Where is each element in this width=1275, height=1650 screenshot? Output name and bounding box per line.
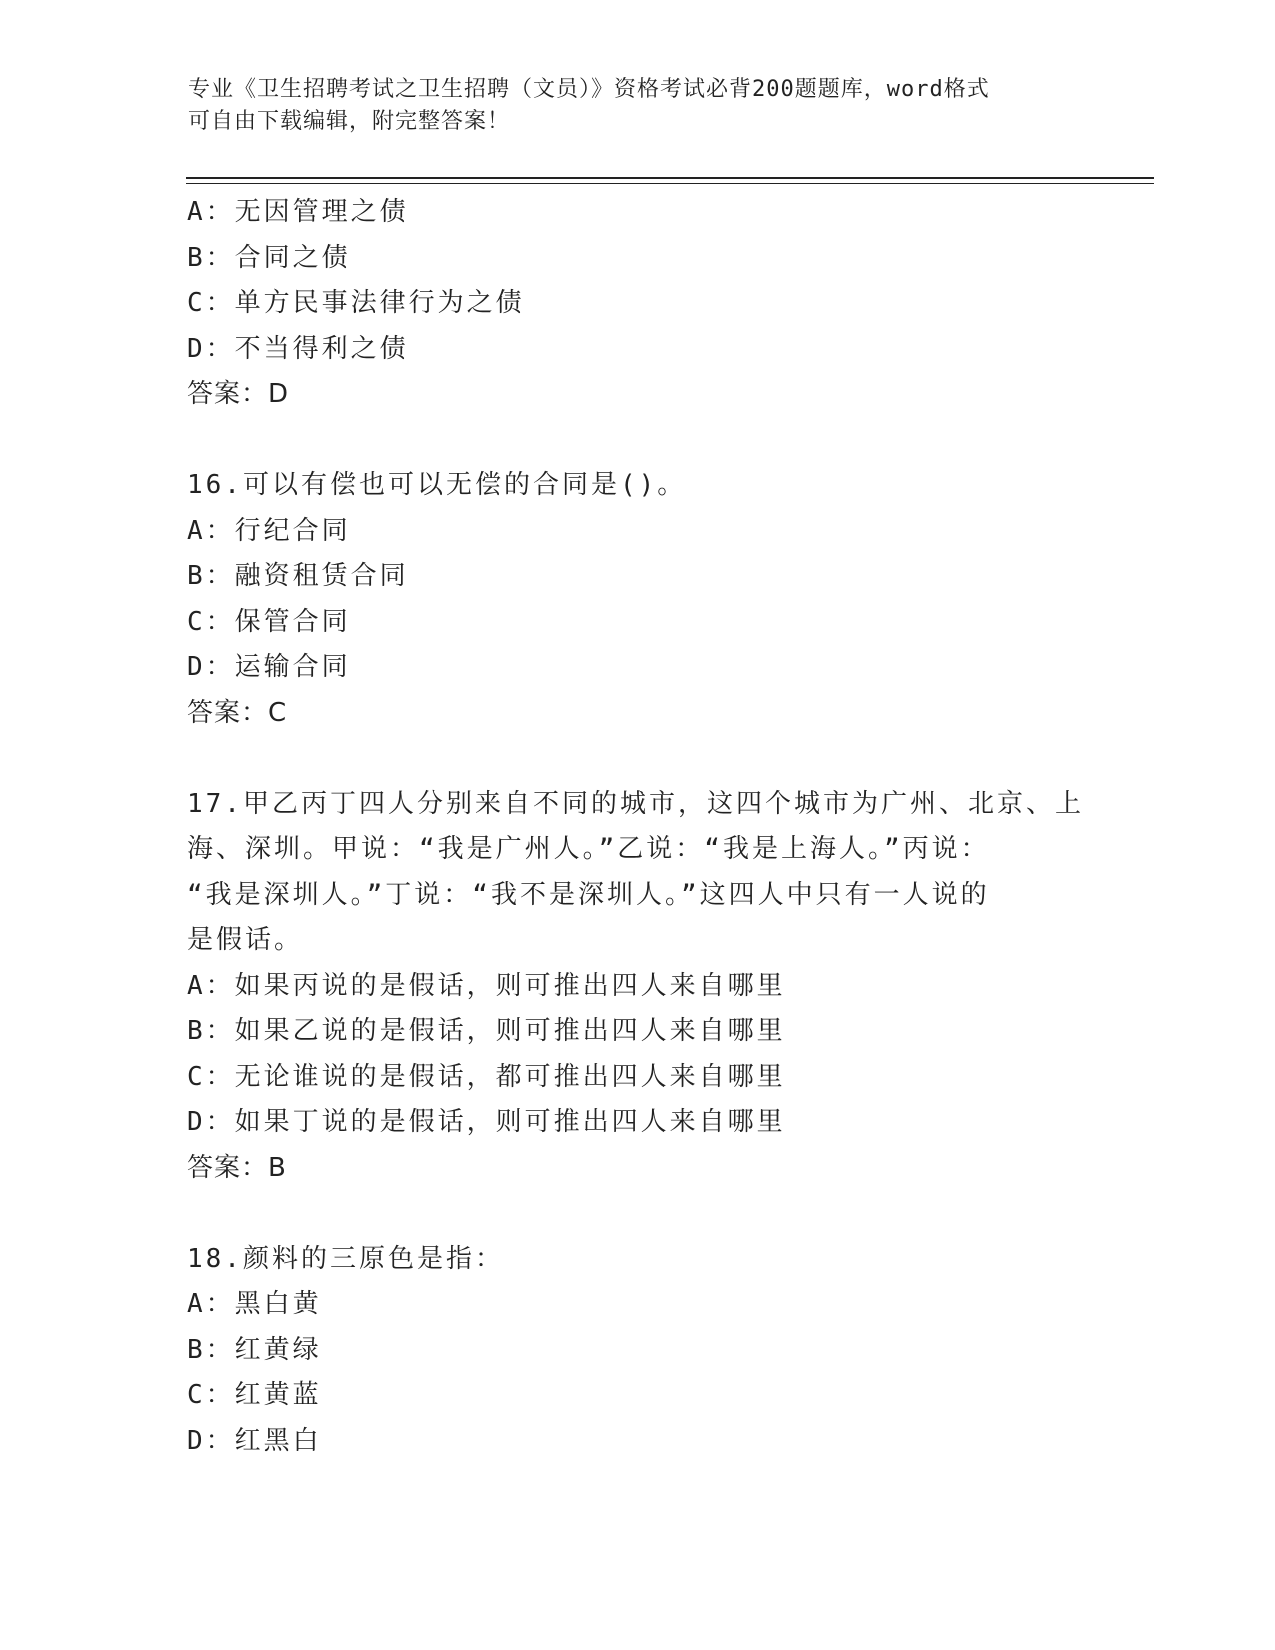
option-d: D：运输合同 — [187, 652, 351, 682]
question-18 — [187, 1237, 1087, 1465]
question-15 — [187, 190, 1087, 418]
option-c: C：单方民事法律行为之债 — [187, 288, 525, 318]
option-b: B：如果乙说的是假话，则可推出四人来自哪里 — [187, 1016, 786, 1046]
spacer — [187, 736, 1087, 782]
option-b: B：融资租赁合同 — [187, 561, 409, 591]
answer-text: 答案：D — [187, 379, 290, 409]
header-title-line-2: 可自由下载编辑，附完整答案！ — [188, 109, 511, 134]
option-c: C：红黄蓝 — [187, 1380, 322, 1410]
question-stem: 18.颜料的三原色是指： — [187, 1243, 504, 1274]
option-a: A：如果丙说的是假话，则可推出四人来自哪里 — [187, 970, 786, 1001]
document-header — [188, 74, 1068, 138]
spacer — [187, 418, 1087, 464]
header-title-line-1: 专业《卫生招聘考试之卫生招聘（文员）》资格考试必背200题题库，word格式 — [188, 77, 990, 102]
spacer — [187, 1191, 1087, 1237]
question-stem-line-3: “我是深圳人。”丁说：“我不是深圳人。”这四人中只有一人说的 — [187, 879, 990, 910]
answer-text: 答案：B — [187, 1152, 287, 1183]
option-b: B：红黄绿 — [187, 1334, 322, 1365]
option-a: A：无因管理之债 — [187, 197, 409, 227]
question-17 — [187, 782, 1087, 1192]
option-d: D：不当得利之债 — [187, 333, 409, 364]
option-c: C：保管合同 — [187, 606, 351, 637]
question-list — [187, 190, 1087, 1464]
option-a: A：黑白黄 — [187, 1289, 322, 1319]
question-stem-line-4: 是假话。 — [187, 925, 304, 955]
option-d: D：红黑白 — [187, 1425, 322, 1456]
header-divider-thin — [186, 183, 1154, 184]
option-b: B：合同之债 — [187, 242, 351, 273]
option-c: C：无论谁说的是假话，都可推出四人来自哪里 — [187, 1061, 786, 1092]
option-a: A：行纪合同 — [187, 515, 351, 546]
question-stem-line-2: 海、深圳。甲说：“我是广州人。”乙说：“我是上海人。”丙说： — [187, 834, 990, 864]
option-d: D：如果丁说的是假话，则可推出四人来自哪里 — [187, 1107, 786, 1137]
header-divider-thick — [186, 177, 1154, 179]
question-stem: 16.可以有偿也可以无偿的合同是()。 — [187, 470, 687, 500]
answer-text: 答案：C — [187, 697, 288, 728]
question-stem-line-1: 17.甲乙丙丁四人分别来自不同的城市，这四个城市为广州、北京、上 — [187, 788, 1084, 819]
question-16 — [187, 463, 1087, 736]
